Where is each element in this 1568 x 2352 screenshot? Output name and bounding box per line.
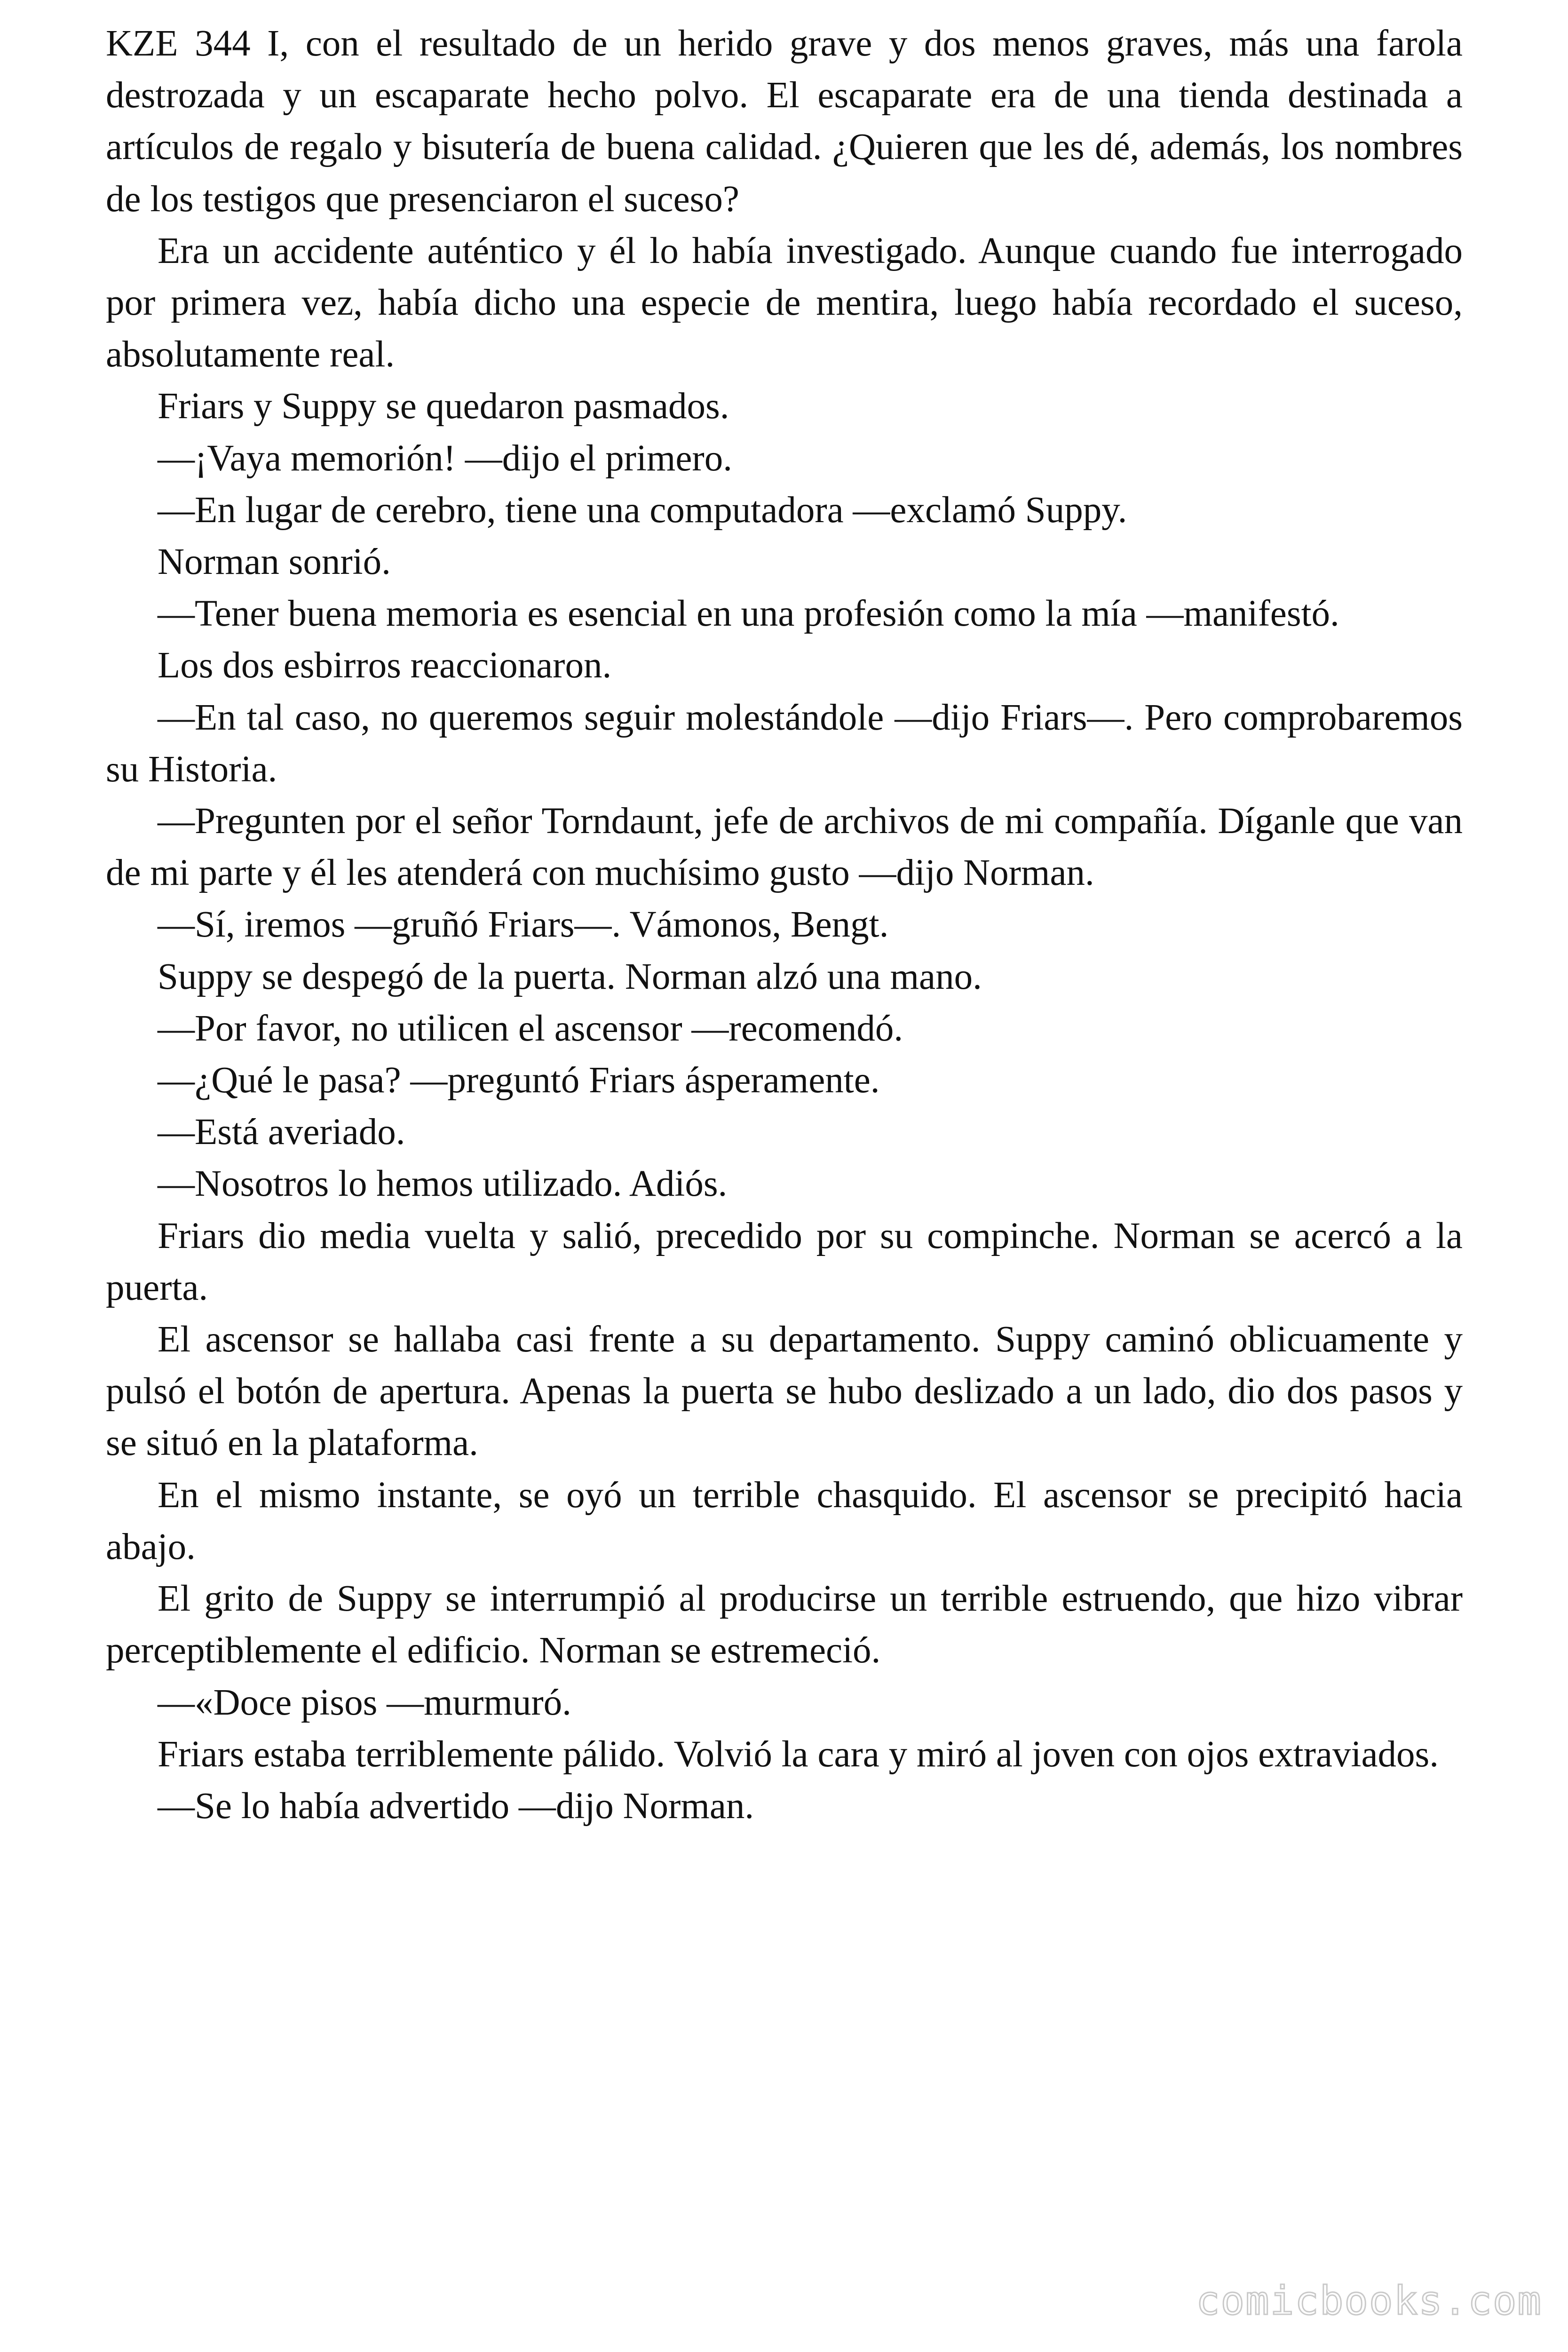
paragraph: Friars estaba terriblemente pálido. Volvió la cara y miró al joven con ojos extraviados. — [158, 1733, 1439, 1775]
dialogue-line: —Tener buena memoria es esencial en una profesión como la mía —manifestó. — [158, 593, 1339, 635]
paragraph: Friars y Suppy se quedaron pasmados. — [158, 386, 729, 427]
dialogue-line: —¡Vaya memorión! —dijo el primero. — [158, 437, 732, 479]
paragraph: El grito de Suppy se interrumpió al producirse un terrible estruendo, que hizo vibrar perceptiblemente el edificio. Norman se estremeció. — [106, 1578, 1463, 1671]
dialogue-line: —Por favor, no utilicen el ascensor —recomendó. — [158, 1008, 903, 1049]
dialogue-line: —En lugar de cerebro, tiene una computadora —exclamó Suppy. — [158, 489, 1127, 531]
dialogue-line: —En tal caso, no queremos seguir molestándole —dijo Friars—. Pero comprobaremos su Historia. — [106, 697, 1463, 790]
paragraph: Era un accidente auténtico y él lo había investigado. Aunque cuando fue interrogado por primera vez, había dicho una especie de mentira, luego había recordado el suceso, absolutamente real. — [106, 230, 1463, 375]
dialogue-line: —Se lo había advertido —dijo Norman. — [158, 1785, 754, 1827]
paragraph: KZE 344 I, con el resultado de un herido grave y dos menos graves, más una farola destrozada y un escaparate hecho polvo. El escaparate era de una tienda destinada a artículos de regalo y bisutería de buena calidad. ¿Quieren que les dé, además, los nombres de los testigos que presenciaron el suceso? — [106, 23, 1463, 220]
dialogue-line: —«Doce pisos —murmuró. — [158, 1682, 571, 1723]
paragraph: Suppy se despegó de la puerta. Norman alzó una mano. — [158, 956, 982, 997]
paragraph: Los dos esbirros reaccionaron. — [158, 645, 612, 686]
dialogue-line: —Sí, iremos —gruñó Friars—. Vámonos, Bengt. — [158, 904, 889, 946]
body-text — [106, 18, 1463, 1832]
paragraph: El ascensor se hallaba casi frente a su departamento. Suppy caminó oblicuamente y pulsó el botón de apertura. Apenas la puerta se hubo deslizado a un lado, dio dos pasos y se situó en la plataforma. — [106, 1319, 1463, 1464]
dialogue-line: —¿Qué le pasa? —preguntó Friars ásperamente. — [158, 1060, 880, 1101]
paragraph: Norman sonrió. — [158, 541, 391, 583]
dialogue-line: —Pregunten por el señor Torndaunt, jefe de archivos de mi compañía. Díganle que van de mi parte y él les atenderá con muchísimo gusto —dijo Norman. — [106, 801, 1463, 894]
paragraph: Friars dio media vuelta y salió, precedido por su compinche. Norman se acercó a la puerta. — [106, 1215, 1463, 1308]
dialogue-line: —Está averiado. — [158, 1112, 405, 1153]
watermark-logo: comicbooks.com — [1196, 2278, 1542, 2324]
dialogue-line: —Nosotros lo hemos utilizado. Adiós. — [158, 1163, 728, 1205]
paragraph: En el mismo instante, se oyó un terrible chasquido. El ascensor se precipitó hacia abajo. — [106, 1474, 1463, 1567]
